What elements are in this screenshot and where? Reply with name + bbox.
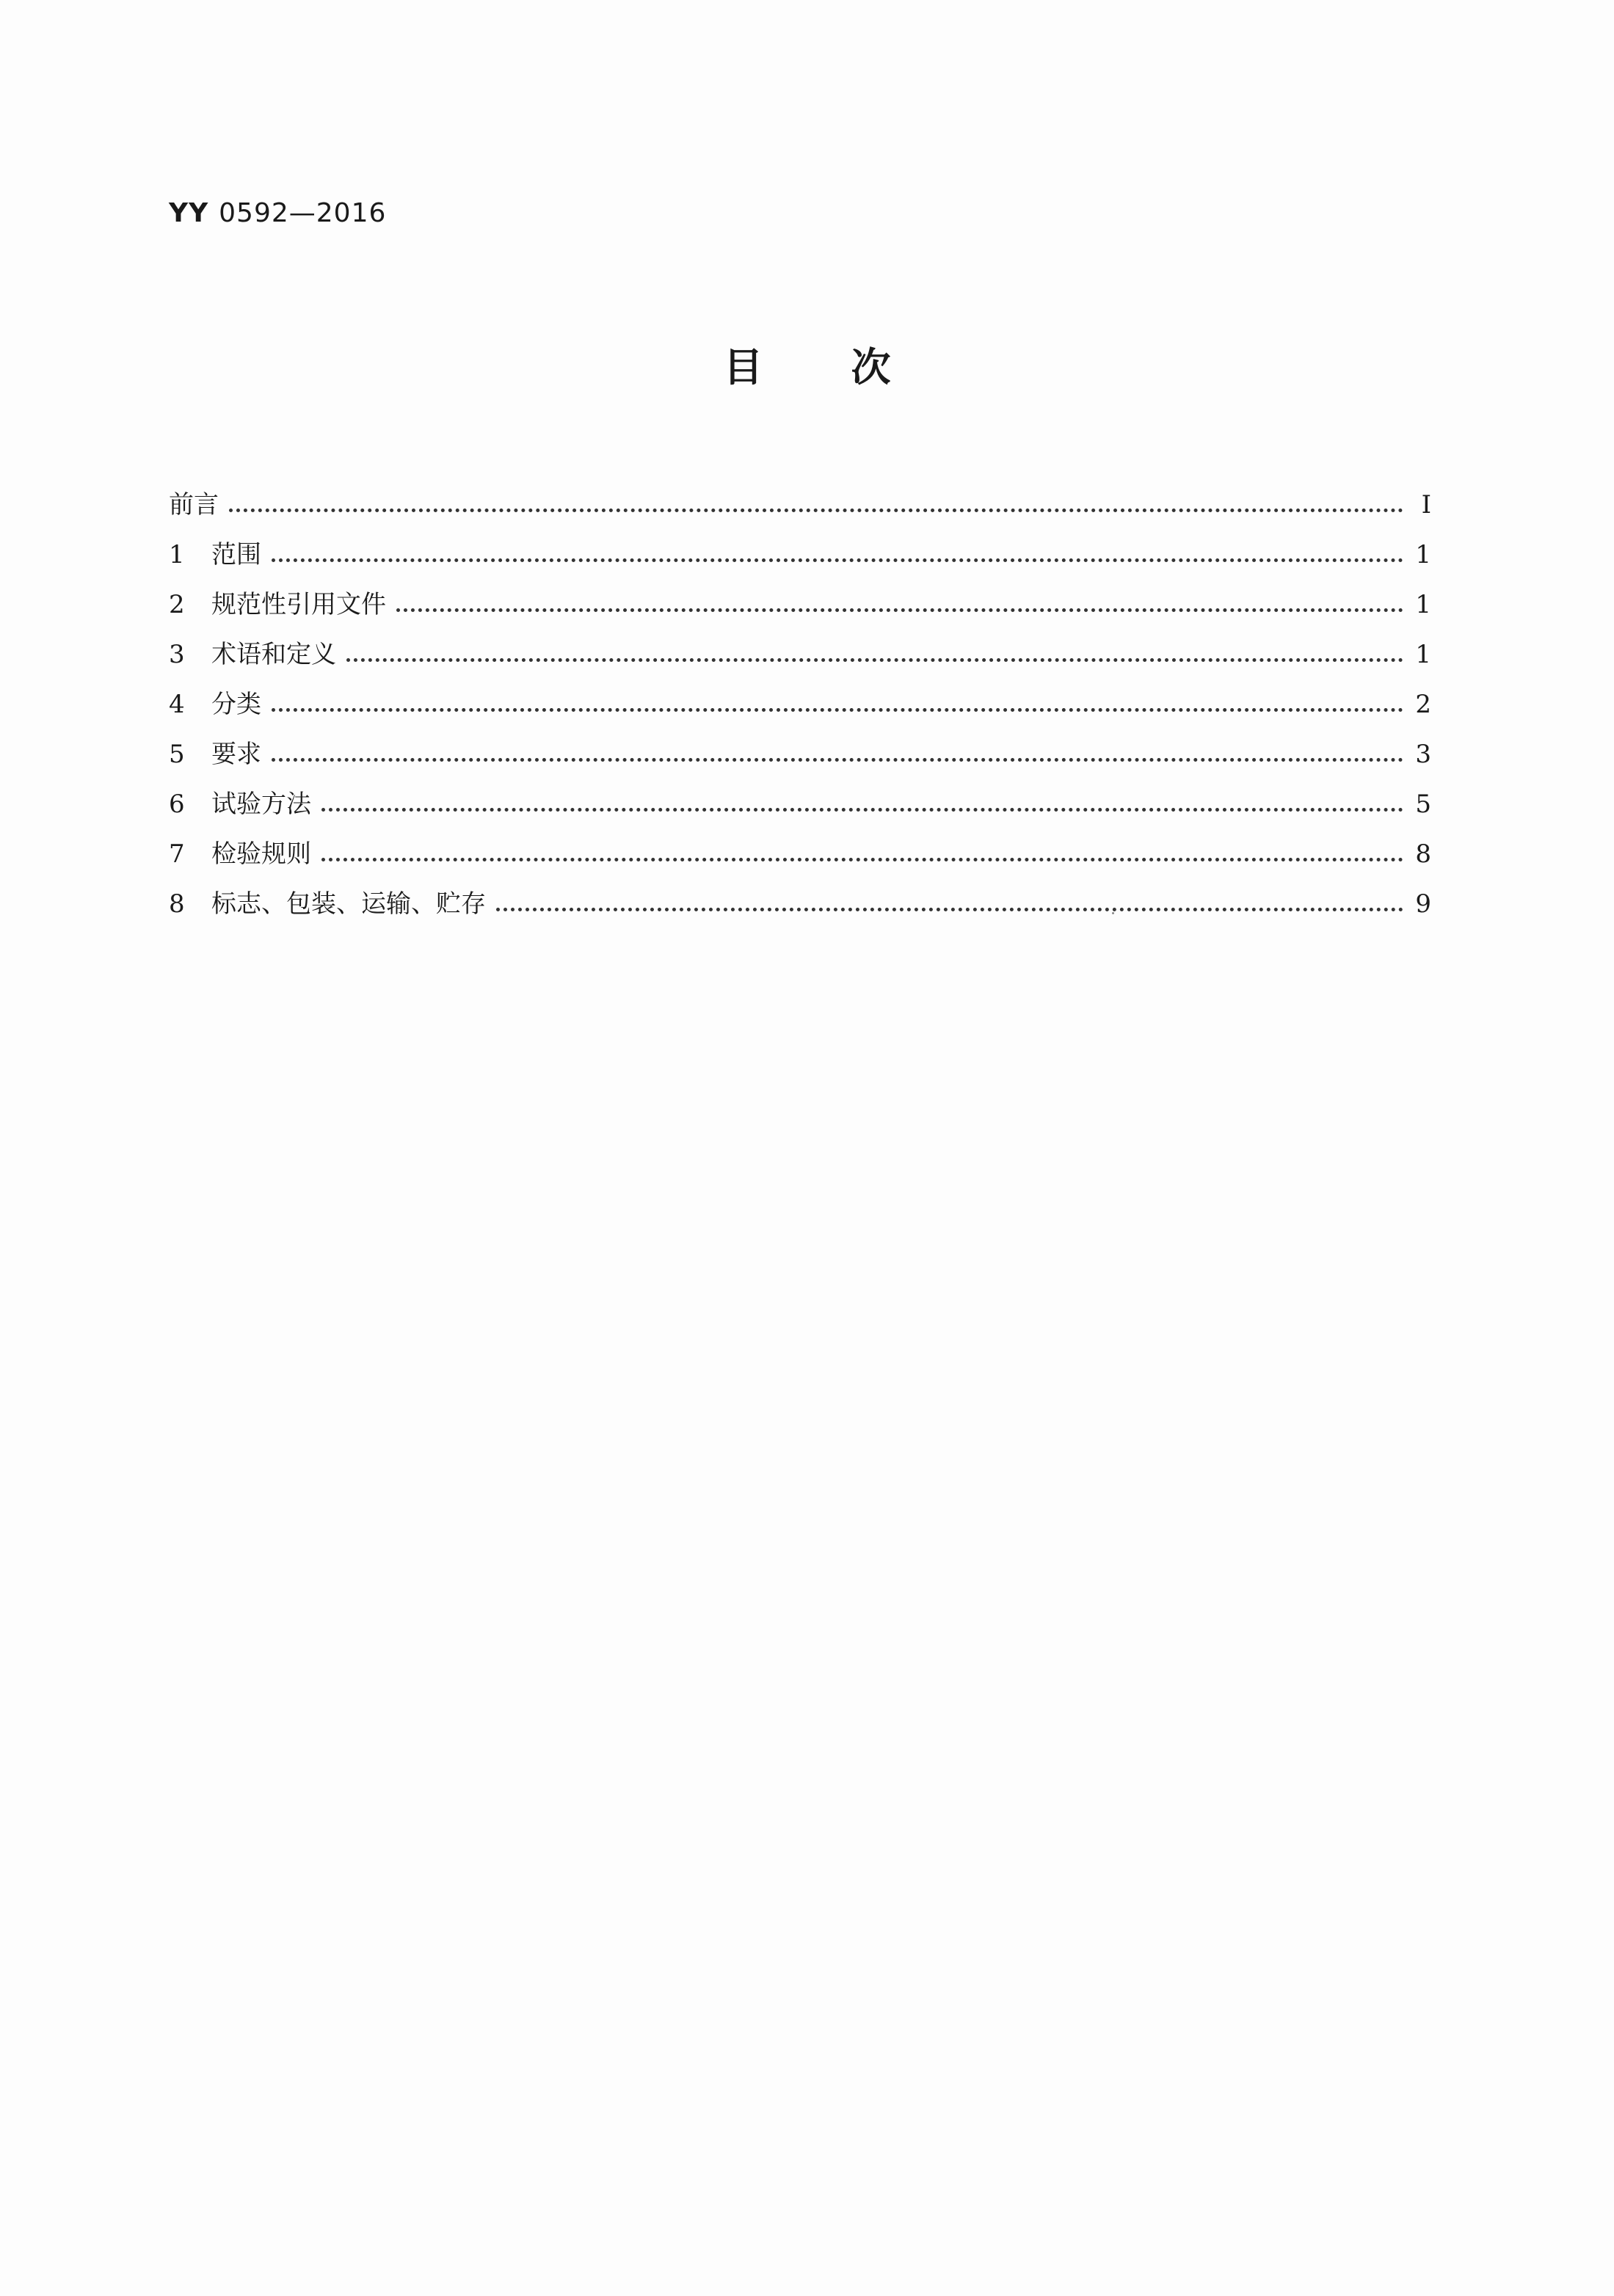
- toc-entry-label: 试验方法: [211, 790, 311, 819]
- toc-entry-label: 标志、包装、运输、贮存: [211, 889, 486, 919]
- toc-dot-leader: [272, 708, 1403, 712]
- toc-entry-number: 1: [169, 540, 185, 569]
- toc-entry-label: 分类: [211, 690, 261, 719]
- toc-entry-number: 4: [169, 690, 185, 719]
- toc-entry-number: 8: [169, 889, 185, 919]
- toc-dot-leader: [396, 608, 1403, 612]
- toc-entry-number: 7: [169, 839, 185, 869]
- toc-entry-page: 1: [1415, 640, 1431, 669]
- toc-entry-inspection-rules[interactable]: [169, 819, 1431, 869]
- toc-entry-scope[interactable]: [169, 520, 1431, 569]
- toc-entry-requirements[interactable]: [169, 719, 1431, 769]
- toc-entry-number: 5: [169, 740, 185, 769]
- toc-entry-label: 前言: [169, 490, 219, 520]
- toc-entry-classification[interactable]: [169, 669, 1431, 719]
- toc-entry-number: 2: [169, 590, 185, 619]
- toc-entry-page: 8: [1415, 839, 1431, 869]
- toc-entry-foreword[interactable]: [169, 470, 1431, 520]
- toc-dot-leader: [272, 558, 1403, 562]
- toc-entry-page: 2: [1415, 690, 1431, 719]
- toc-entry-label: 范围: [211, 540, 261, 569]
- toc-dot-leader: [321, 808, 1403, 812]
- toc-entry-page: 9: [1415, 889, 1431, 919]
- toc-dot-leader: [346, 658, 1403, 662]
- toc-entry-terms-definitions[interactable]: [169, 619, 1431, 669]
- scan-speck: [1112, 912, 1114, 914]
- toc-dot-leader: [229, 509, 1403, 512]
- toc-title: 目次: [723, 344, 979, 390]
- standard-prefix: YY: [169, 198, 209, 228]
- toc-entry-page: 3: [1415, 740, 1431, 769]
- toc-entry-label: 规范性引用文件: [211, 590, 386, 619]
- toc-entry-test-methods[interactable]: [169, 769, 1431, 819]
- toc-entry-normative-references[interactable]: [169, 569, 1431, 619]
- toc-entry-label: 要求: [211, 740, 261, 769]
- toc-entry-number: 6: [169, 790, 185, 819]
- standard-number: 0592—2016: [219, 198, 387, 228]
- toc-entry-marking-packaging[interactable]: [169, 869, 1431, 919]
- toc-entry-page: 1: [1415, 540, 1431, 569]
- table-of-contents: [169, 470, 1431, 919]
- standard-code: [169, 198, 386, 228]
- toc-entry-number: 3: [169, 640, 185, 669]
- toc-entry-page: 1: [1415, 590, 1431, 619]
- toc-entry-page: Ⅰ: [1421, 490, 1431, 520]
- toc-entry-page: 5: [1415, 790, 1431, 819]
- toc-dot-leader: [272, 758, 1403, 762]
- toc-dot-leader: [321, 858, 1403, 861]
- toc-entry-label: 检验规则: [211, 839, 311, 869]
- toc-entry-label: 术语和定义: [211, 640, 336, 669]
- toc-dot-leader: [496, 908, 1403, 911]
